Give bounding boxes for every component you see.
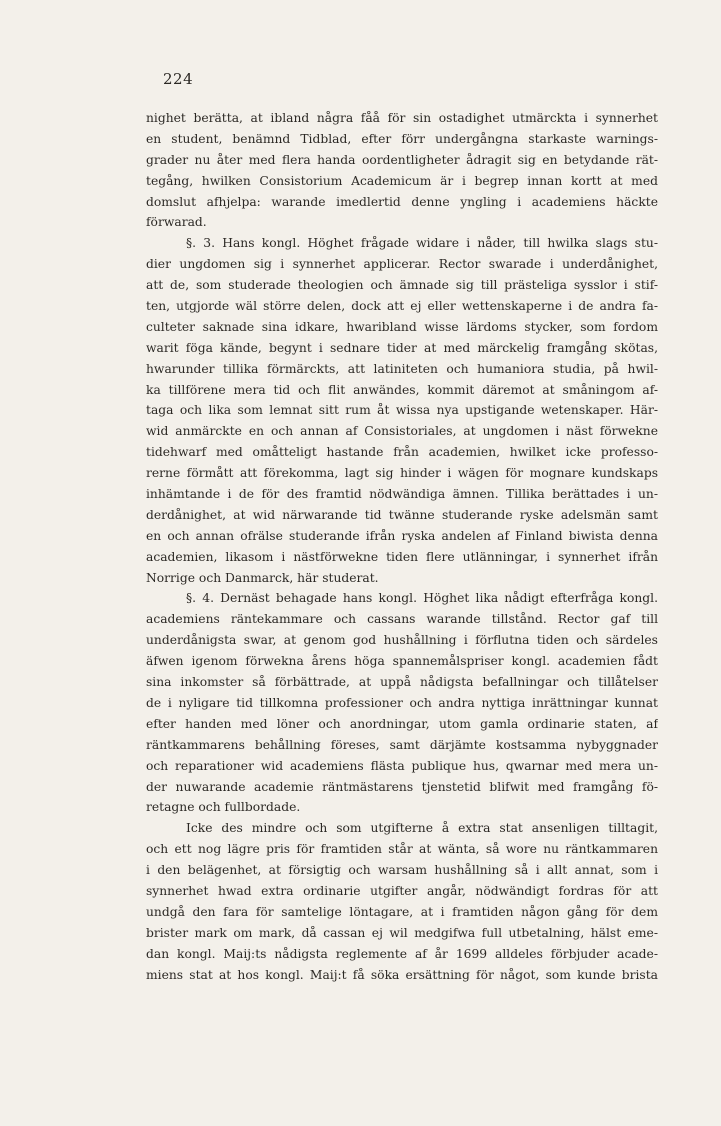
text-line: brister mark om mark, då cassan ej wil medgifwa full utbetalning, hälst eme- <box>146 925 658 940</box>
text-line: de i nyligare tid tillkomna professioner och andra nyttiga inrättningar kunnat <box>146 695 658 710</box>
text-line: tidehwarf med omåtteligt hastande från academien, hwilket icke professo- <box>146 445 658 460</box>
text-line: ten, utgjorde wäl större delen, dock att ej eller wettenskaperne i de andra fa- <box>146 299 658 314</box>
text-line: hwarunder tillika förmärckts, att latiniteten och humaniora studia, på hwil- <box>146 361 658 376</box>
text-line: derdånighet, at wid närwarande tid twänne studerande ryske adelsmän samt <box>146 507 658 522</box>
text-line: nighet berätta, at ibland några fåå för sin ostadighet utmärckta i synnerhet <box>146 111 658 125</box>
text-line: retagne och fullbordade. <box>146 800 301 815</box>
text-line: §. 4. Dernäst behagade hans kongl. Höghet lika nådigt efterfråga kongl. <box>186 591 658 606</box>
text-line: ka tillförene mera tid och flit anwändes, kommit däremot at småningom af- <box>146 382 658 397</box>
text-line: förwarad. <box>146 215 207 230</box>
text-line: wid anmärckte en och annan af Consistoriales, at ungdomen i näst förwekne <box>146 424 658 439</box>
page-number: 224 <box>163 70 194 88</box>
text-line: sina inkomster så förbättrade, at uppå nådigsta befallningar och tillåtelser <box>146 675 658 690</box>
text-line: miens stat at hos kongl. Maij:t få söka ersättning för något, som kunde brista <box>146 967 658 982</box>
text-line: dier ungdomen sig i synnerhet applicerar. Rector swarade i underdånighet, <box>146 257 658 272</box>
text-line: efter handen med löner och anordningar, utom gamla ordinarie staten, af <box>146 716 658 731</box>
text-line: warit föga kände, begynt i sednare tider at med märckelig framgång skötas, <box>146 340 658 355</box>
text-line: academiens räntekammare och cassans warande tillstånd. Rector gaf till <box>146 612 658 627</box>
text-line: i den belägenhet, at försigtig och warsam hushållning så i allt annat, som i <box>146 863 658 878</box>
text-line: att de, som studerade theologien och ämnade sig till prästeliga sysslor i stif- <box>146 278 658 293</box>
text-line: rerne förmått att förekomma, lagt sig hinder i wägen för mognare kundskaps <box>146 466 658 481</box>
body-text <box>146 108 658 985</box>
text-line: räntkammarens behållning föreses, samt därjämte kostsamma nybyggnader <box>146 737 658 752</box>
text-line: Norrige och Danmarck, här studerat. <box>146 570 379 585</box>
text-line: underdånigsta swar, at genom god hushållning i förflutna tiden och särdeles <box>146 633 658 648</box>
text-line: och reparationer wid academiens flästa publique hus, qwarnar med mera un- <box>146 758 658 773</box>
text-line: och ett nog lägre pris för framtiden står at wänta, så wore nu räntkammaren <box>146 842 658 857</box>
text-line: äfwen igenom förwekna årens höga spannemålspriser kongl. academien fådt <box>146 654 658 669</box>
text-line: tegång, hwilken Consistorium Academicum är i begrep innan kortt at med <box>146 173 658 188</box>
text-line: Icke des mindre och som utgifterne å extra stat ansenligen tilltagit, <box>186 821 658 836</box>
text-line: inhämtande i de för des framtid nödwändiga ämnen. Tillika berättades i un- <box>146 487 658 502</box>
text-line: taga och lika som lemnat sitt rum åt wissa nya upstigande wetenskaper. Här- <box>146 403 658 418</box>
text-line: en student, benämnd Tidblad, efter förr undergångna starkaste warnings- <box>146 131 658 146</box>
text-line: §. 3. Hans kongl. Höghet frågade widare i nåder, till hwilka slags stu- <box>186 236 658 251</box>
text-line: der nuwarande academie räntmästarens tjenstetid blifwit med framgång fö- <box>146 779 658 794</box>
text-line: culteter saknade sina idkare, hwaribland wisse lärdoms stycker, som fordom <box>146 319 658 334</box>
text-line: grader nu åter med flera handa oordentligheter ådragit sig en betydande rät- <box>146 152 658 167</box>
text-line: academien, likasom i nästförwekne tiden flere utlänningar, i synnerhet ifrån <box>146 549 658 564</box>
text-line: synnerhet hwad extra ordinarie utgifter angår, nödwändigt fordras för att <box>146 883 658 898</box>
text-line: undgå den fara för samtelige löntagare, at i framtiden någon gång för dem <box>146 904 658 919</box>
text-line: dan kongl. Maij:ts nådigsta reglemente af år 1699 alldeles förbjuder acade- <box>146 946 658 961</box>
text-line: en och annan ofrälse studerande ifrån ryska andelen af Finland biwista denna <box>146 528 658 543</box>
text-line: domslut afhjelpa: warande imedlertid denne yngling i academiens häckte <box>146 194 658 209</box>
